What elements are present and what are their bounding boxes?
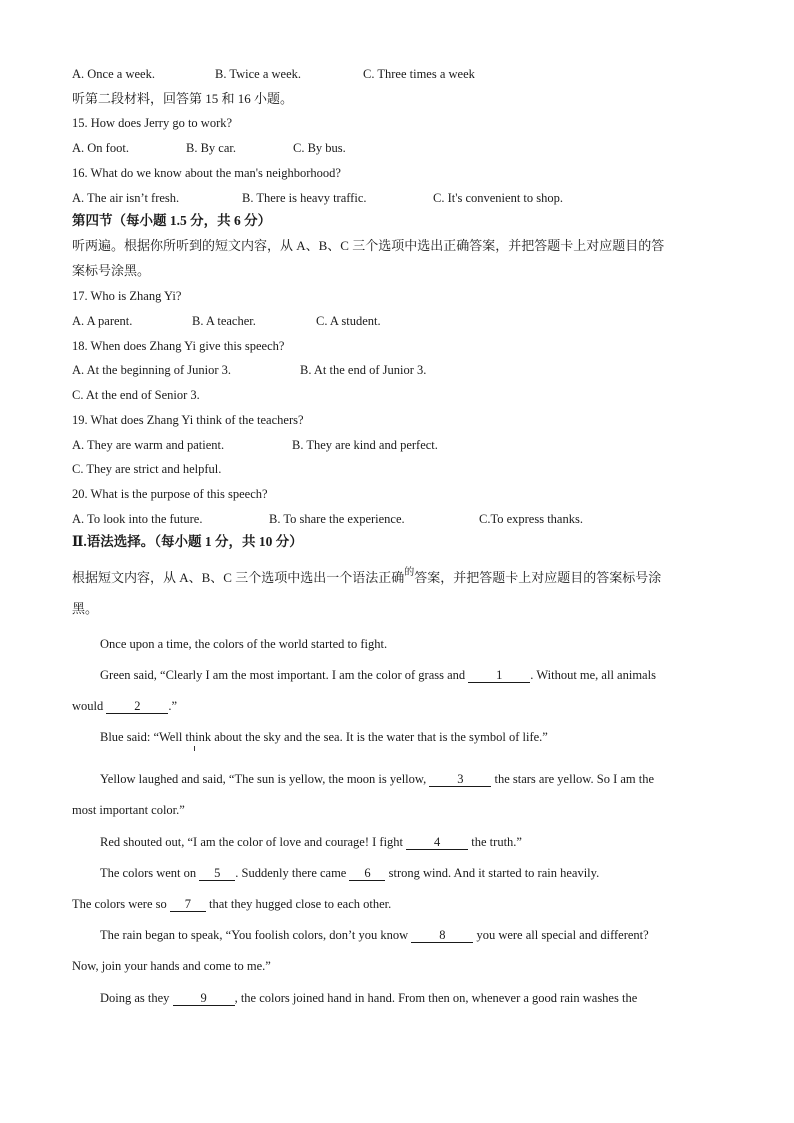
passage-text: The rain began to speak, “You foolish colors, don’t you know [100, 928, 409, 942]
q17-question: 17. Who is Zhang Yi? [72, 289, 182, 303]
q16-question: 16. What do we know about the man's neighborhood? [72, 166, 341, 180]
q16-option-b: B. There is heavy traffic. [242, 191, 367, 205]
q15-option-b: B. By car. [186, 141, 236, 155]
passage-text: The colors were so [72, 897, 167, 911]
q16-option-a: A. The air isn’t fresh. [72, 191, 180, 205]
q14-option-b: B. Twice a week. [215, 67, 302, 81]
q17-option-b: B. A teacher. [192, 314, 256, 328]
q18-option-a: A. At the beginning of Junior 3. [72, 363, 232, 377]
q20-question: 20. What is the purpose of this speech? [72, 487, 268, 501]
q15-question: 15. How does Jerry go to work? [72, 116, 233, 130]
passage-paragraph-6-cont [72, 896, 391, 912]
passage-text: Yellow laughed and said, “The sun is yellow, the moon is yellow, [100, 772, 427, 786]
q20-option-c: C.To express thanks. [479, 512, 583, 526]
grammar-instruction-line2: 黑。 [72, 601, 99, 616]
part2-instruction: 听第二段材料，回答第 15 和 16 小题。 [72, 91, 294, 106]
grammar-instruction-superscript: 的 [404, 567, 415, 578]
passage-paragraph-7 [100, 927, 649, 943]
passage-paragraph-6 [100, 865, 599, 881]
blank-3[interactable]: 3 [429, 773, 491, 787]
passage-paragraph-2 [100, 667, 656, 683]
passage-text: the truth.” [471, 835, 522, 849]
passage-text: strong wind. And it started to rain heavily. [388, 866, 600, 880]
passage-paragraph-7-cont: Now, join your hands and come to me.” [72, 959, 271, 973]
passage-paragraph-1: Once upon a time, the colors of the world started to fight. [100, 637, 388, 651]
grammar-instruction-text-b: 答案，并把答题卡上对应题目的答案标号涂 [414, 570, 662, 585]
blank-9[interactable]: 9 [173, 992, 235, 1006]
q15-option-a: A. On foot. [72, 141, 129, 155]
q20-option-b: B. To share the experience. [269, 512, 405, 526]
q14-option-c: C. Three times a week [363, 67, 475, 81]
grammar-instruction-text-a: 根据短文内容，从 A、B、C 三个选项中选出一个语法正确 [72, 570, 405, 585]
blank-8[interactable]: 8 [411, 929, 473, 943]
q14-option-a: A. Once a week. [72, 67, 155, 81]
blank-6[interactable]: 6 [349, 867, 385, 881]
blank-2[interactable]: 2 [106, 700, 168, 714]
passage-text: that they hugged close to each other. [209, 897, 392, 911]
q17-option-a: A. A parent. [72, 314, 133, 328]
passage-text: . Suddenly there came [235, 866, 347, 880]
passage-text: the stars are yellow. So I am the [494, 772, 655, 786]
blank-5[interactable]: 5 [199, 867, 235, 881]
q18-option-c: C. At the end of Senior 3. [72, 388, 200, 402]
section4-instruction-line1: 听两遍。根据你所听到的短文内容，从 A、B、C 三个选项中选出正确答案，并把答题卡上对应题目的答 [72, 238, 665, 253]
passage-text: Red shouted out, “I am the color of love and courage! I fight [100, 835, 404, 849]
q20-option-a: A. To look into the future. [72, 512, 203, 526]
q19-option-a: A. They are warm and patient. [72, 438, 225, 452]
grammar-instruction-line1 [72, 567, 662, 588]
passage-text: Doing as they [100, 991, 170, 1005]
blank-1[interactable]: 1 [468, 669, 530, 683]
q19-option-b: B. They are kind and perfect. [292, 438, 438, 452]
q19-question: 19. What does Zhang Yi think of the teachers? [72, 413, 304, 427]
q16-option-c: C. It's convenient to shop. [433, 191, 564, 205]
stray-mark [194, 746, 195, 751]
passage-text: would [72, 699, 104, 713]
passage-text: , the colors joined hand in hand. From then on, whenever a good rain washes the [234, 991, 638, 1005]
section4-instruction-line2: 案标号涂黑。 [72, 263, 151, 278]
q18-question: 18. When does Zhang Yi give this speech? [72, 339, 285, 353]
passage-text: .” [168, 699, 178, 713]
q19-option-c: C. They are strict and helpful. [72, 462, 222, 476]
passage-text: . Without me, all animals [530, 668, 656, 682]
q17-option-c: C. A student. [316, 314, 381, 328]
passage-paragraph-4-cont: most important color.” [72, 803, 185, 817]
grammar-heading: Ⅱ.语法选择。（每小题 1 分，共 10 分） [72, 534, 303, 549]
passage-text: you were all special and different? [476, 928, 649, 942]
passage-paragraph-5 [100, 834, 522, 850]
passage-paragraph-2-cont [72, 698, 177, 714]
passage-text: The colors went on [100, 866, 197, 880]
blank-7[interactable]: 7 [170, 898, 206, 912]
q15-option-c: C. By bus. [293, 141, 346, 155]
passage-paragraph-8 [100, 990, 637, 1006]
passage-text: Green said, “Clearly I am the most important. I am the color of grass and [100, 668, 466, 682]
passage-paragraph-4 [100, 771, 654, 787]
q18-option-b: B. At the end of Junior 3. [300, 363, 427, 377]
passage-paragraph-3: Blue said: “Well think about the sky and the sea. It is the water that is the symbol of life.” [100, 730, 548, 744]
section4-heading: 第四节（每小题 1.5 分，共 6 分） [72, 213, 272, 228]
blank-4[interactable]: 4 [406, 836, 468, 850]
